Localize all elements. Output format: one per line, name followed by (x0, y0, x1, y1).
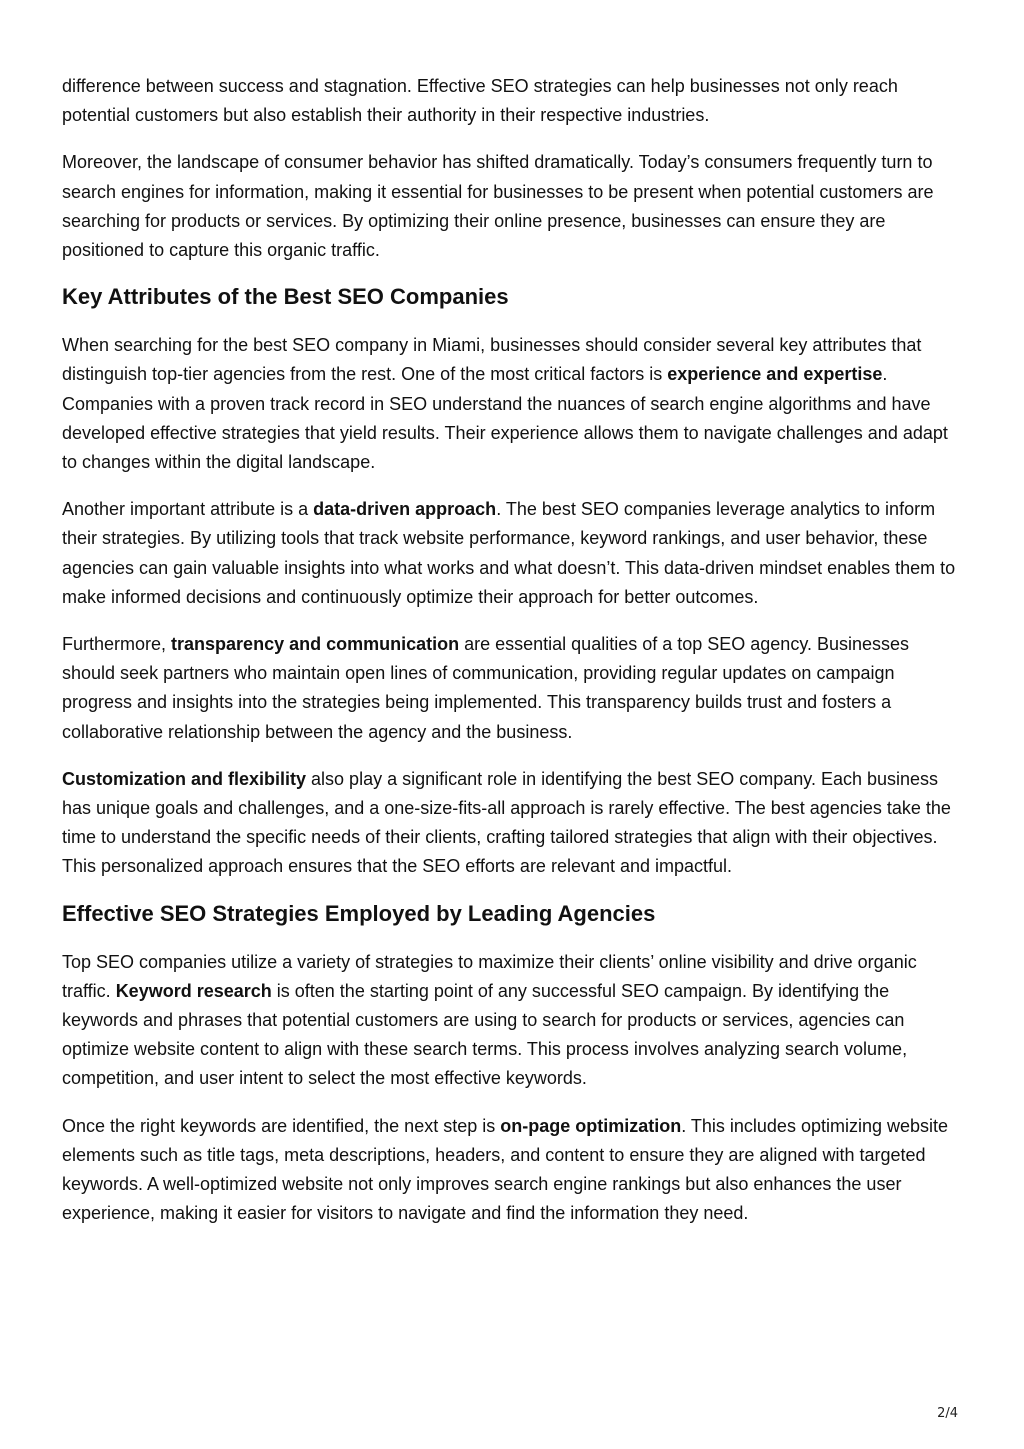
paragraph-2: Moreover, the landscape of consumer behavior has shifted dramatically. Today’s consumers frequently turn to search engines for information, making it essential for businesses to be present when potential customers are searching for products or services. By optimizing their online presence, businesses can ensure they are positioned to capture this organic traffic. (62, 152, 934, 261)
bold-term: Customization and flexibility (62, 768, 307, 789)
paragraph-7: Top SEO companies utilize a variety of strategies to maximize their clients’ online visibility and drive organic traffic. Keyword research is often the starting point of any successful SEO campaign. By identifying the keywords and phrases that potential customers are using to search for products or services, agencies can optimize website content to align with these search terms. This process involves analyzing search volume, competition, and user intent to select the most effective keywords. (62, 951, 917, 1089)
paragraph-8: Once the right keywords are identified, the next step is on-page optimization. This includes optimizing website elements such as title tags, meta descriptions, headers, and content to ensure they are aligned with targeted keywords. A well-optimized website not only improves search engine rankings but also enhances the user experience, making it easier for visitors to navigate and find the information they need. (62, 1115, 949, 1224)
bold-term: Keyword research (115, 980, 272, 1001)
paragraph-5: Furthermore, transparency and communication are essential qualities of a top SEO agency. Businesses should seek partners who maintain open lines of communication, providing regular updates on campaign progress and insights into the strategies being implemented. This transparency builds trust and fosters a collaborative relationship between the agency and the business. (62, 634, 910, 742)
paragraph-3: When searching for the best SEO company in Miami, businesses should consider several key attributes that distinguish top-tier agencies from the rest. One of the most critical factors is experience and expertise. Companies with a proven track record in SEO understand the nuances of search engine algorithms and have developed effective strategies that yield results. Their experience allows them to navigate challenges and adapt to changes within the digital landscape. (62, 335, 948, 473)
document-body (62, 72, 966, 1247)
bold-term: transparency and communication (171, 634, 460, 655)
paragraph-6: Customization and flexibility also play a significant role in identifying the best SEO company. Each business has unique goals and challenges, and a one-size-fits-all approach is rarely effective. The best agencies take the time to understand the specific needs of their clients, crafting tailored strategies that align with their objectives. This personalized approach ensures that the SEO efforts are relevant and impactful. (62, 768, 951, 877)
section-heading-key-attributes: Key Attributes of the Best SEO Companies (62, 284, 509, 310)
bold-term: data-driven approach (313, 499, 497, 520)
page-number: 2/4 (937, 1406, 958, 1421)
bold-term: on-page optimization (500, 1115, 682, 1136)
bold-term: experience and expertise (667, 364, 883, 385)
paragraph-1: difference between success and stagnation. Effective SEO strategies can help businesses not only reach potential customers but also establish their authority in their respective industries. (62, 76, 898, 126)
section-heading-effective-strategies: Effective SEO Strategies Employed by Leading Agencies (62, 900, 656, 926)
paragraph-4: Another important attribute is a data-driven approach. The best SEO companies leverage analytics to inform their strategies. By utilizing tools that track website performance, keyword rankings, and user behavior, these agencies can gain valuable insights into what works and what doesn’t. This data-driven mindset enables them to make informed decisions and continuously optimize their approach for better outcomes. (62, 499, 956, 607)
